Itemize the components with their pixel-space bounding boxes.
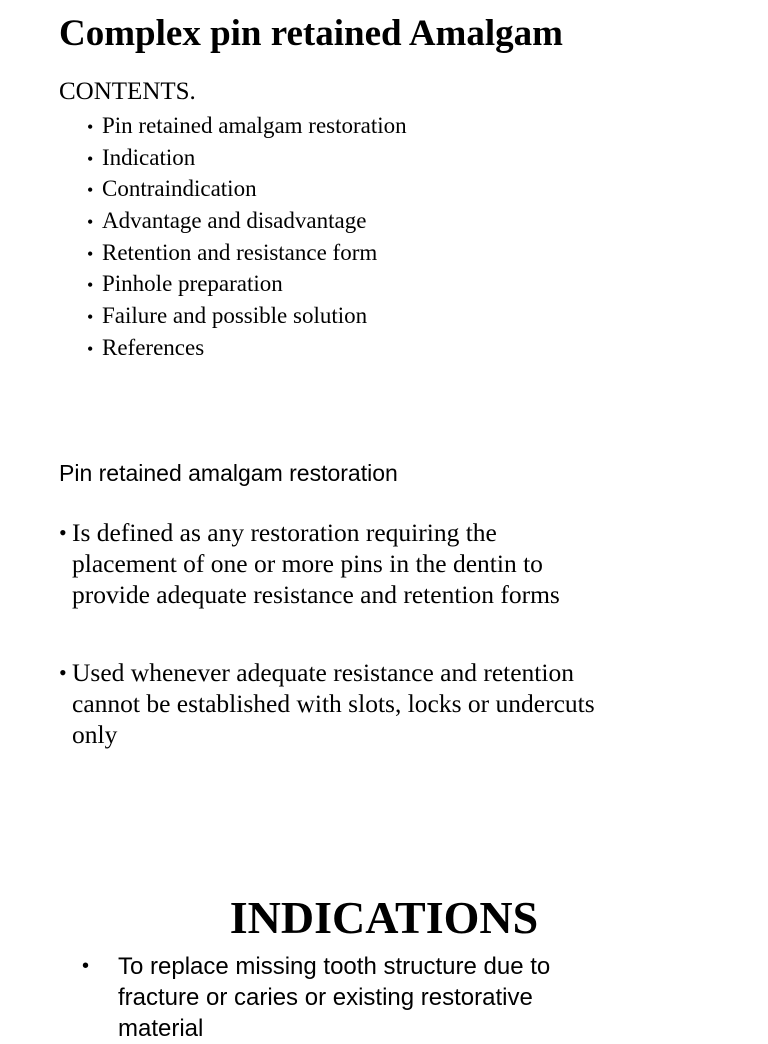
contents-item [87, 300, 407, 332]
contents-item-label: Contraindication [102, 176, 257, 202]
contents-list [87, 110, 407, 364]
definition-text: Is defined as any restoration requiring the placement of one or more pins in the dentin to provide adequate resistance and retention forms [72, 518, 560, 609]
contents-item [87, 110, 407, 142]
bullet-icon: • [87, 307, 94, 328]
contents-label: CONTENTS. [59, 78, 196, 105]
section-heading: Pin retained amalgam restoration [59, 460, 398, 486]
indication-item [82, 951, 722, 1044]
bullet-icon: • [87, 212, 94, 233]
bullet-icon: • [87, 117, 94, 137]
contents-item [87, 237, 407, 269]
bullet-icon: • [87, 180, 94, 201]
bullet-icon: • [59, 520, 67, 545]
contents-item-label: Failure and possible solution [102, 303, 368, 329]
bullet-icon: • [87, 243, 94, 264]
usage-text: Used whenever adequate resistance and retention cannot be established with slots, locks or undercuts only [72, 658, 595, 749]
contents-item-label: References [102, 334, 205, 360]
contents-item-label: Advantage and disadvantage [102, 208, 367, 234]
indication-text: To replace missing tooth structure due to fracture or caries or existing restorative material [118, 953, 551, 1042]
contents-item [87, 268, 407, 300]
bullet-icon: • [87, 338, 94, 359]
usage-paragraph [59, 657, 739, 750]
contents-item [87, 173, 407, 205]
contents-item-label: Retention and resistance form [102, 239, 378, 265]
contents-item-label: Pin retained amalgam restoration [102, 113, 407, 138]
contents-item [87, 332, 407, 364]
bullet-icon: • [59, 660, 67, 685]
definition-paragraph [59, 517, 739, 610]
bullet-icon: • [82, 955, 90, 977]
document-title: Complex pin retained Amalgam [59, 13, 563, 54]
contents-item-label: Pinhole preparation [102, 271, 283, 297]
bullet-icon: • [87, 275, 94, 296]
contents-item-label: Indication [102, 144, 196, 170]
contents-item [87, 205, 407, 237]
bullet-icon: • [87, 148, 94, 169]
indications-heading: INDICATIONS [229, 892, 539, 943]
contents-item [87, 142, 407, 174]
